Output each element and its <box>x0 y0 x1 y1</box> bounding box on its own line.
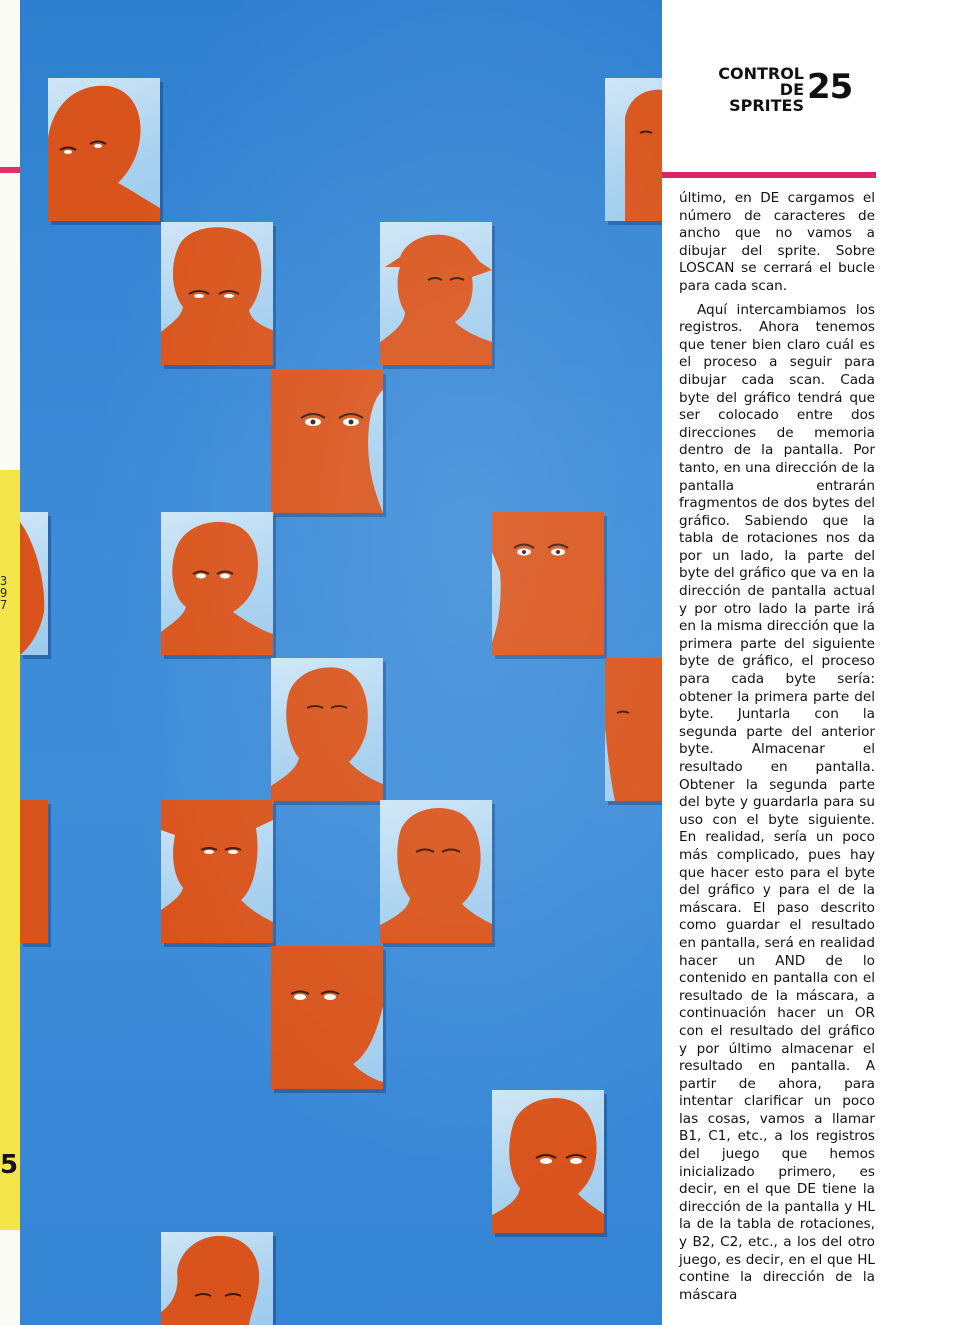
chapter-number: 25 <box>807 67 853 107</box>
accent-rule <box>662 172 876 178</box>
face-silhouette <box>492 512 604 655</box>
face-tile <box>271 658 383 801</box>
face-silhouette <box>271 658 383 801</box>
section-title-line1: CONTROL <box>718 64 804 83</box>
edge-digit: 7 <box>0 598 8 612</box>
page-header <box>682 64 882 115</box>
face-silhouette <box>161 1232 273 1325</box>
face-tile <box>380 222 492 365</box>
article-paragraph: Aquí intercambiamos los registros. Ahora tenemos que tener bien claro cuál es el proceso a seguir para dibujar cada scan. Cada byte del gráfico tendrá que ser colocado entre dos direcciones de memoria dentro de la pantalla. Por tanto, en una dirección de la pantalla entrarán fragmentos de dos bytes del gráfico. Sabiendo que la tabla de rotaciones nos da por un lado, la parte del byte del gráfico que va en la dirección de pantalla actual y por otro lado la parte irá en la misma dirección que la primera parte del siguiente byte de gráfico, el proceso para cada byte sería: obtener la primera parte del byte. Juntarla con la segunda parte del anterior byte. Almacenar el resultado en pantalla. Obtener la segunda parte del byte y guardarla para su uso con el byte siguiente. En realidad, sería un poco más complicado, pues hay que hacer esto para el byte del gráfico y para el de la máscara. El paso descrito como guardar el resultado en pantalla, será en realidad hacer un AND de lo contenido en pantalla con el resultado de la máscara, a continuación hacer un OR con el resultado del gráfico y por último almacenar el resultado en pantalla. A partir de ahora, para intentar clarificar un poco las cosas, vamos a llamar B1, C1, etc., a los registros del juego que hemos inicializado primero, es decir, en el que DE tiene la dirección de la pantalla y HL la de la tabla de rotaciones, y B2, C2, etc., a los del otro juego, es decir, en el que HL contine la dirección de la máscara <box>679 301 875 1303</box>
face-silhouette <box>161 800 273 943</box>
faces-illustration <box>20 0 662 1325</box>
face-tile <box>161 222 273 365</box>
face-tile <box>161 800 273 943</box>
face-tile <box>161 1232 273 1325</box>
face-tile <box>271 370 383 513</box>
face-tile <box>492 1090 604 1233</box>
face-silhouette <box>20 512 48 655</box>
face-silhouette <box>48 78 160 221</box>
face-tile <box>380 800 492 943</box>
face-tile <box>161 512 273 655</box>
face-tile <box>20 800 48 943</box>
face-silhouette <box>605 78 662 221</box>
face-silhouette <box>271 370 383 513</box>
face-tile <box>271 946 383 1089</box>
edge-digit: 3 <box>0 574 8 588</box>
previous-page-accent-rule <box>0 167 22 173</box>
face-silhouette <box>161 512 273 655</box>
face-silhouette <box>380 222 492 365</box>
face-silhouette <box>161 222 273 365</box>
section-title-line2: DE SPRITES <box>729 80 804 115</box>
previous-page-number-fragment: 5 <box>0 1150 17 1180</box>
section-title <box>700 66 804 114</box>
face-silhouette <box>380 800 492 943</box>
face-silhouette <box>20 800 48 943</box>
face-silhouette <box>605 658 662 801</box>
face-tile <box>605 658 662 801</box>
previous-page-digits <box>0 575 12 611</box>
article-paragraph: último, en DE cargamos el número de caracteres de ancho que no vamos a dibujar del sprite. Sobre LOSCAN se cerrará el bucle para cada scan. <box>679 190 875 294</box>
face-silhouette <box>271 946 383 1089</box>
face-silhouette <box>492 1090 604 1233</box>
edge-digit: 9 <box>0 586 8 600</box>
article-body <box>679 190 875 1304</box>
face-tile <box>20 512 48 655</box>
face-tile <box>605 78 662 221</box>
face-tile <box>48 78 160 221</box>
face-tile <box>492 512 604 655</box>
